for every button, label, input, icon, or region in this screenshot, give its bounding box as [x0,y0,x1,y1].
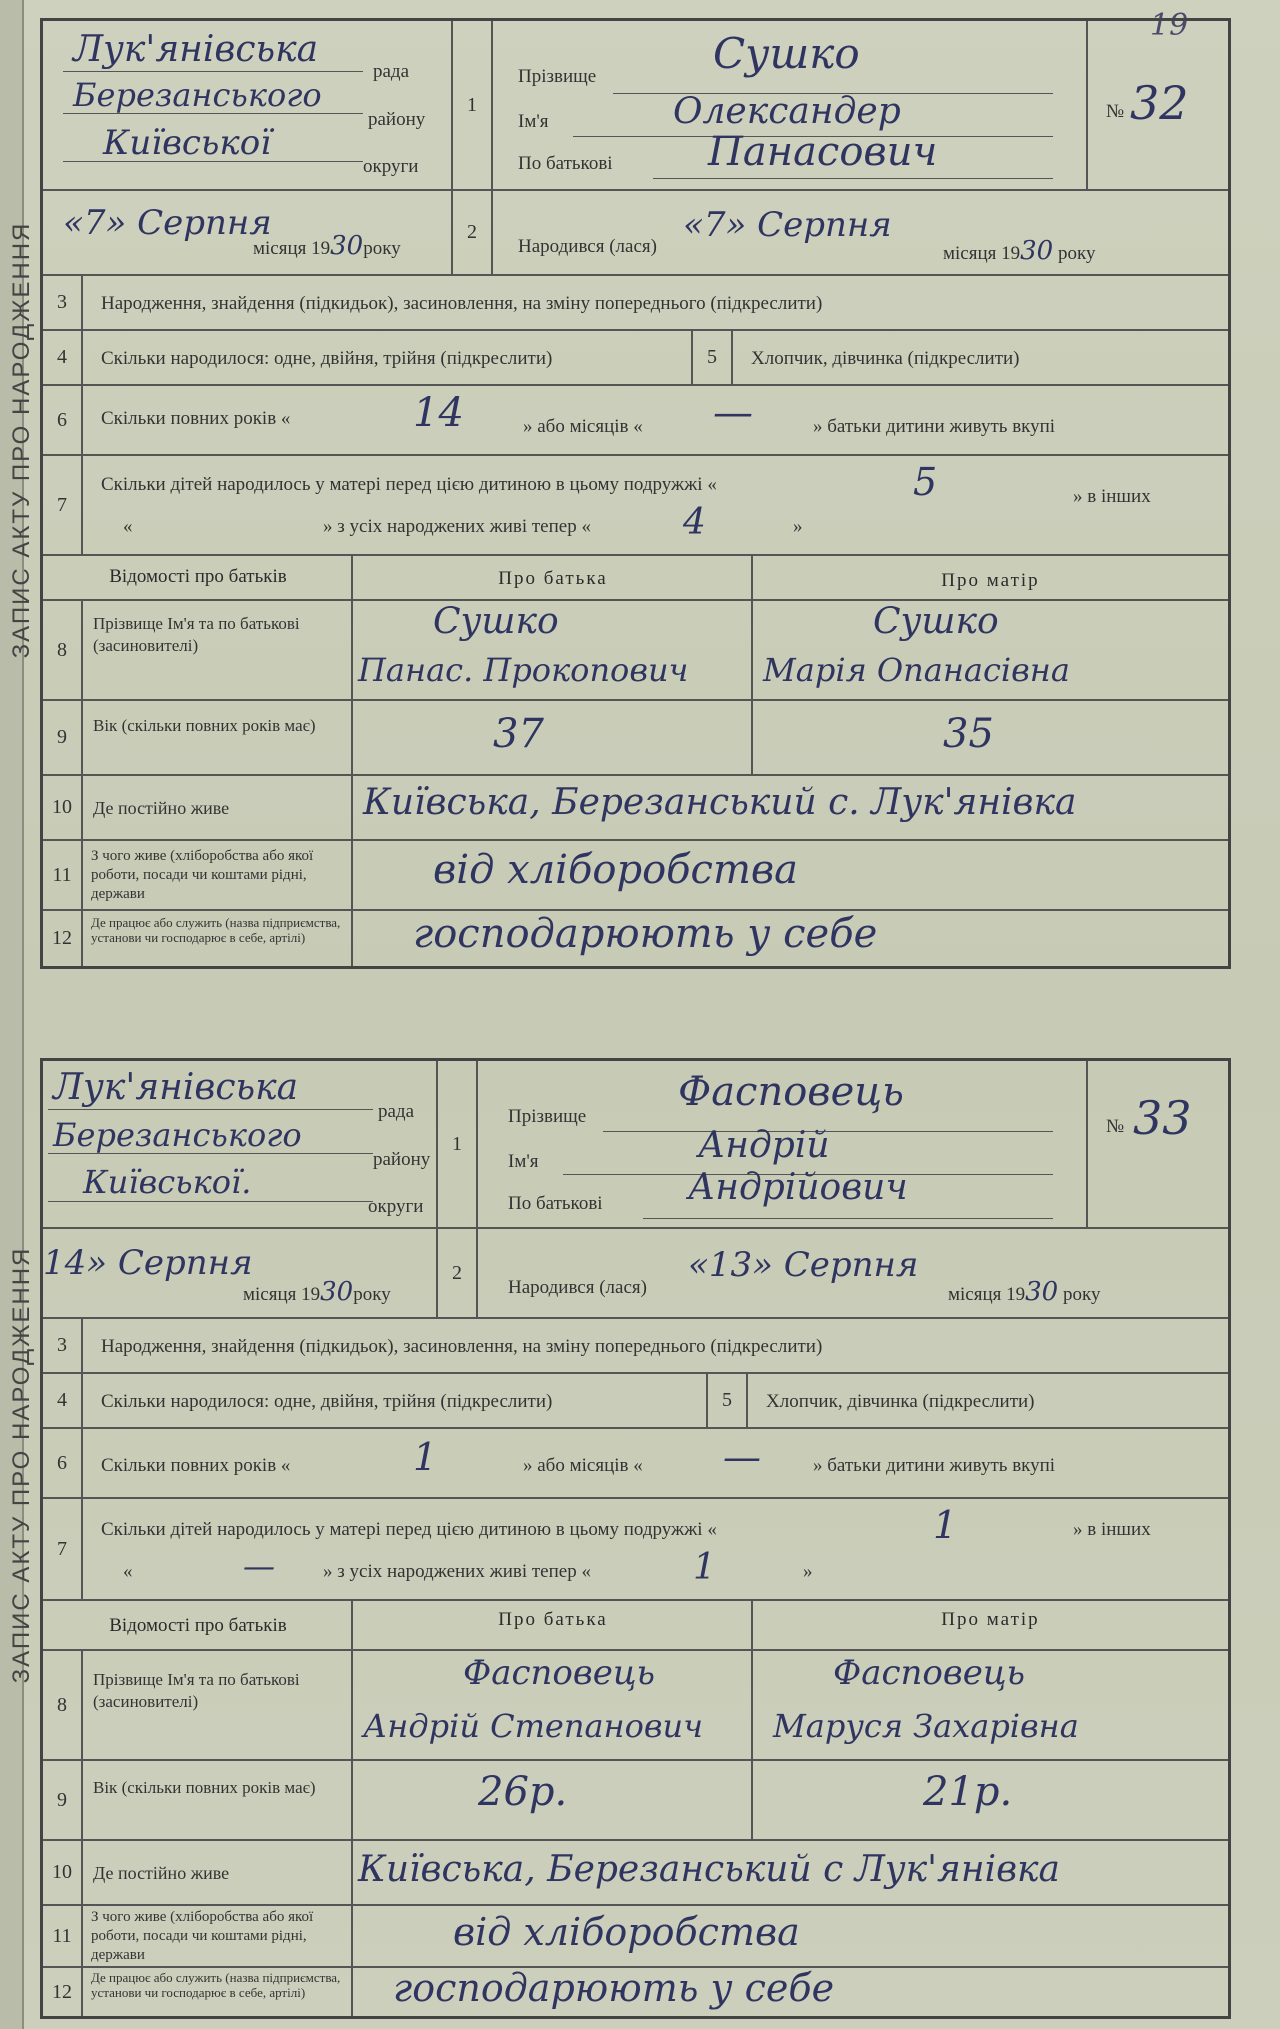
row-4-multiplicity: Скільки народилося: одне, двійня, трійня (підкреслити) [101,1391,553,1412]
mother-age: 21р. [923,1769,1013,1815]
livelihood: від хліборобства [433,847,799,893]
record-number: № 33 [1106,1091,1192,1145]
council-block: Лук'янівська рада Березанського району Київської. округи [43,1061,438,1227]
work-place: господарюють у себе [413,911,878,957]
row-3-event-type: Народження, знайдення (підкидьок), засиновлення, на зміну попереднього (підкреслити) [101,293,823,314]
livelihood: від хліборобства [453,1910,800,1954]
work-place: господарюють у себе [393,1966,835,2010]
residence: Київська, Березанський с. Лук'янівка [363,782,1077,823]
birth-date: Народився (лася) «7» Серпня місяця 1930 року [518,205,1096,266]
father-name: Сушко Панас. Прокопович [353,601,753,699]
child-name: Олександер [673,91,901,132]
row-5-sex: Хлопчик, дівчинка (підкреслити) [766,1391,1035,1412]
registration-date: 14» Серпня місяця 1930року [43,1229,438,1317]
side-label-top: ЗАПИС АКТУ ПРО НАРОДЖЕННЯ [8,221,35,659]
row-4-multiplicity: Скільки народилося: одне, двійня, трійня (підкреслити) [101,348,553,369]
mother-name: Сушко Марія Опанасівна [763,601,1070,689]
side-label-bottom: ЗАПИС АКТУ ПРО НАРОДЖЕННЯ [8,1246,35,1684]
child-name-block: Прізвище Фасповець Ім'я Андрій По батькові Андрійович [478,1061,1088,1227]
child-name: Андрій [698,1125,830,1166]
father-age: 26р. [478,1769,568,1815]
mother-name: Фасповець Маруся Захарівна [773,1653,1079,1745]
child-surname: Фасповець [678,1069,904,1115]
row-7-children: Скільки дітей народилось у матері перед цією дитиною в цьому подружжі « 1 » в інших « — » з усіх народжених живі тепер « 1 » [101,1503,1151,1588]
mother-age: 35 [943,711,994,757]
record-number: № 32 [1106,76,1189,130]
child-surname: Сушко [713,29,860,78]
child-patronymic: Панасович [708,129,938,175]
registration-date: «7» Серпня місяця 1930року [43,191,453,274]
birth-date: Народився (лася) «13» Серпня місяця 1930 року [508,1245,1101,1307]
record-33: Лук'янівська рада Березанського району Київської. округи 1 Прізвище Фасповець Ім'я Андрій По батькові Андрійович № 33 14» Серпня місяця 1930року 2 Народився (лася) «13» Серпня місяця 1930 року 3 Народження, знайдення (підкидьок), засиновлення, на зміну попереднього (підкреслити) 4 Скільки народилося: одне, двійня, трійня (підкреслити) 5 Хлопчик, дівчинка (підкреслити) 6 Скільки повних років « 1 » або місяців « — » батьки дитини живуть вкупі 7 Скільки дітей народилось у матері перед цією дитиною в цьому подружжі « 1 » в інших « — » з усіх народжених живі тепер « 1 » Відомості про батьків Про батька Про матір 8 Прізвище Ім'я та по батькові (засиновителі) Фасповець Андрій Степанович Фасповець Маруся Захарівна 9 Вік (скільки повних років має) 26р. 21р. 10 Де постійно живе Київська, Березанський с Лук'янівка 11 З чого живе (хліборобства або якої роботи, посади чи коштами рідні, держави від хліборобства 12 Де працює або служить (назва підприємства, установи чи господарює в себе, артілі) господарюють у себе [40,1058,1231,2019]
record-32: Лук'янівська рада Березанського району Київської округи 1 Прізвище Сушко Ім'я Олександер По батькові Панасович № 32 «7» Серпня місяця 1930року 2 Народився (лася) «7» Серпня місяця 1930 року 3 Народження, знайдення (підкидьок), засиновлення, на зміну попереднього (підкреслити) 4 Скільки народилося: одне, двійня, трійня (підкреслити) 5 Хлопчик, дівчинка (підкреслити) 6 Скільки повних років « 14 » або місяців « — » батьки дитини живуть вкупі 7 Скільки дітей народилось у матері перед цією дитиною в цьому подружжі « 5 » в інших « » з усіх народжених живі тепер « 4 » Відомості про батьків Про батька Про матір 8 Прізвище Ім'я та по батькові (засиновителі) Сушко Панас. Прокопович Сушко Марія Опанасівна 9 Вік (скільки повних років має) 37 35 10 Де постійно живе Київська, Березанський с. Лук'янівка 11 З чого живе (хліборобства або якої роботи, посади чи коштами рідні, держави від хліборобства 12 Де працює або служить (назва підприємства, установи чи господарює в себе, артілі) господарюють у себе [40,18,1231,969]
council-block: Лук'янівська рада Березанського району Київської округи [43,21,453,189]
child-name-block: Прізвище Сушко Ім'я Олександер По батькові Панасович [493,21,1088,189]
row-5-sex: Хлопчик, дівчинка (підкреслити) [751,348,1020,369]
row-6-parents-together: Скільки повних років « 1 » або місяців « — » батьки дитини живуть вкупі [101,1435,1056,1479]
row-6-parents-together: Скільки повних років « 14 » або місяців « — » батьки дитини живуть вкупі [101,390,1056,437]
residence: Київська, Березанський с Лук'янівка [358,1849,1061,1890]
row-7-children: Скільки дітей народилось у матері перед цією дитиною в цьому подружжі « 5 » в інших « » з усіх народжених живі тепер « 4 » [101,460,1151,543]
row-3-event-type: Народження, знайдення (підкидьок), засиновлення, на зміну попереднього (підкреслити) [101,1336,823,1357]
father-name: Фасповець Андрій Степанович [353,1651,753,1759]
child-patronymic: Андрійович [688,1167,908,1208]
father-age: 37 [493,711,544,757]
page-number: 19 [1150,8,1189,43]
